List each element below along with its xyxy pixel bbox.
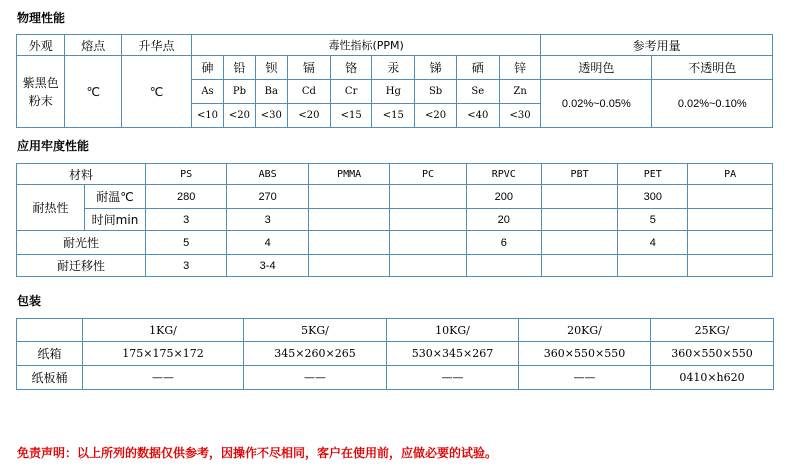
migration-pmma	[308, 255, 389, 277]
time-pet: 5	[618, 209, 688, 231]
light-pmma	[308, 231, 389, 255]
packaging-section-title: 包装	[17, 294, 42, 308]
light-fastness-label: 耐光性	[17, 231, 146, 255]
element-limit-pb: <20	[223, 104, 255, 128]
element-symbol-cd: Cd	[287, 80, 330, 104]
physical-properties-table	[16, 34, 773, 128]
migration-pa	[688, 255, 773, 277]
material-pa: PA	[688, 164, 773, 185]
melting-point-value: ℃	[65, 56, 122, 128]
element-symbol-sb: Sb	[415, 80, 456, 104]
appearance-header: 外观	[17, 35, 65, 56]
element-name-ba: 钡	[255, 56, 287, 80]
temp-pmma	[308, 185, 389, 209]
material-abs: ABS	[227, 164, 308, 185]
temp-ps: 280	[145, 185, 226, 209]
carton-5kg: 345×260×265	[244, 342, 387, 366]
size-25kg: 25KG/	[651, 319, 774, 342]
carton-label: 纸箱	[17, 342, 83, 366]
temp-pa	[688, 185, 773, 209]
carton-20kg: 360×550×550	[519, 342, 651, 366]
light-pbt	[541, 231, 617, 255]
element-limit-sb: <20	[415, 104, 456, 128]
packaging-corner	[17, 319, 83, 342]
temp-pc	[390, 185, 466, 209]
size-20kg: 20KG/	[519, 319, 651, 342]
material-rpvc: RPVC	[466, 164, 541, 185]
element-symbol-ba: Ba	[255, 80, 287, 104]
element-name-as: 砷	[192, 56, 224, 80]
heat-resistance-label: 耐热性	[17, 185, 85, 231]
dosage-opaque-value: 0.02%~0.10%	[652, 80, 773, 128]
appearance-value: 紫黑色粉末	[17, 56, 65, 128]
migration-pc	[390, 255, 466, 277]
element-limit-hg: <15	[372, 104, 415, 128]
dosage-transparent-value: 0.02%~0.05%	[541, 80, 652, 128]
element-name-hg: 汞	[372, 56, 415, 80]
migration-pet	[618, 255, 688, 277]
drum-10kg: ——	[387, 366, 519, 390]
material-pbt: PBT	[541, 164, 617, 185]
element-symbol-hg: Hg	[372, 80, 415, 104]
melting-point-header: 熔点	[65, 35, 122, 56]
size-10kg: 10KG/	[387, 319, 519, 342]
size-1kg: 1KG/	[83, 319, 244, 342]
light-rpvc: 6	[466, 231, 541, 255]
disclaimer: 免责声明：以上所列的数据仅供参考，因操作不尽相同，客户在使用前，应做必要的试验。	[17, 446, 498, 460]
temp-abs: 270	[227, 185, 308, 209]
material-ps: PS	[145, 164, 226, 185]
drum-5kg: ——	[244, 366, 387, 390]
light-pet: 4	[618, 231, 688, 255]
element-name-zn: 锌	[499, 56, 540, 80]
element-symbol-cr: Cr	[331, 80, 372, 104]
light-pc	[390, 231, 466, 255]
material-label: 材料	[17, 164, 146, 185]
sublimation-point-header: 升华点	[122, 35, 192, 56]
drum-20kg: ——	[519, 366, 651, 390]
element-symbol-as: As	[192, 80, 224, 104]
drum-25kg: 0410×h620	[651, 366, 774, 390]
time-label: 时间min	[85, 209, 146, 231]
drum-1kg: ——	[83, 366, 244, 390]
migration-abs: 3-4	[227, 255, 308, 277]
migration-resistance-label: 耐迁移性	[17, 255, 146, 277]
physical-section-title: 物理性能	[17, 11, 66, 25]
light-abs: 4	[227, 231, 308, 255]
element-symbol-se: Se	[456, 80, 499, 104]
element-limit-ba: <30	[255, 104, 287, 128]
migration-rpvc	[466, 255, 541, 277]
element-limit-se: <40	[456, 104, 499, 128]
element-limit-cr: <15	[331, 104, 372, 128]
element-symbol-zn: Zn	[499, 80, 540, 104]
material-pmma: PMMA	[308, 164, 389, 185]
element-limit-cd: <20	[287, 104, 330, 128]
migration-pbt	[541, 255, 617, 277]
temp-pet: 300	[618, 185, 688, 209]
packaging-table	[16, 318, 774, 390]
element-name-cd: 镉	[287, 56, 330, 80]
element-symbol-pb: Pb	[223, 80, 255, 104]
time-pa	[688, 209, 773, 231]
element-limit-as: <10	[192, 104, 224, 128]
migration-ps: 3	[145, 255, 226, 277]
element-name-sb: 锑	[415, 56, 456, 80]
element-name-cr: 铬	[331, 56, 372, 80]
material-pc: PC	[390, 164, 466, 185]
temperature-label: 耐温℃	[85, 185, 146, 209]
carton-25kg: 360×550×550	[651, 342, 774, 366]
element-name-pb: 铅	[223, 56, 255, 80]
dosage-transparent-label: 透明色	[541, 56, 652, 80]
time-rpvc: 20	[466, 209, 541, 231]
time-ps: 3	[145, 209, 226, 231]
fastness-table	[16, 163, 773, 277]
material-pet: PET	[618, 164, 688, 185]
fastness-section-title: 应用牢度性能	[17, 139, 90, 153]
time-pmma	[308, 209, 389, 231]
toxicity-header: 毒性指标(PPM)	[192, 35, 541, 56]
time-abs: 3	[227, 209, 308, 231]
sublimation-point-value: ℃	[122, 56, 192, 128]
light-ps: 5	[145, 231, 226, 255]
element-limit-zn: <30	[499, 104, 540, 128]
time-pc	[390, 209, 466, 231]
temp-pbt	[541, 185, 617, 209]
carton-10kg: 530×345×267	[387, 342, 519, 366]
light-pa	[688, 231, 773, 255]
dosage-header: 参考用量	[541, 35, 773, 56]
drum-label: 纸板桶	[17, 366, 83, 390]
size-5kg: 5KG/	[244, 319, 387, 342]
element-name-se: 硒	[456, 56, 499, 80]
dosage-opaque-label: 不透明色	[652, 56, 773, 80]
temp-rpvc: 200	[466, 185, 541, 209]
time-pbt	[541, 209, 617, 231]
carton-1kg: 175×175×172	[83, 342, 244, 366]
